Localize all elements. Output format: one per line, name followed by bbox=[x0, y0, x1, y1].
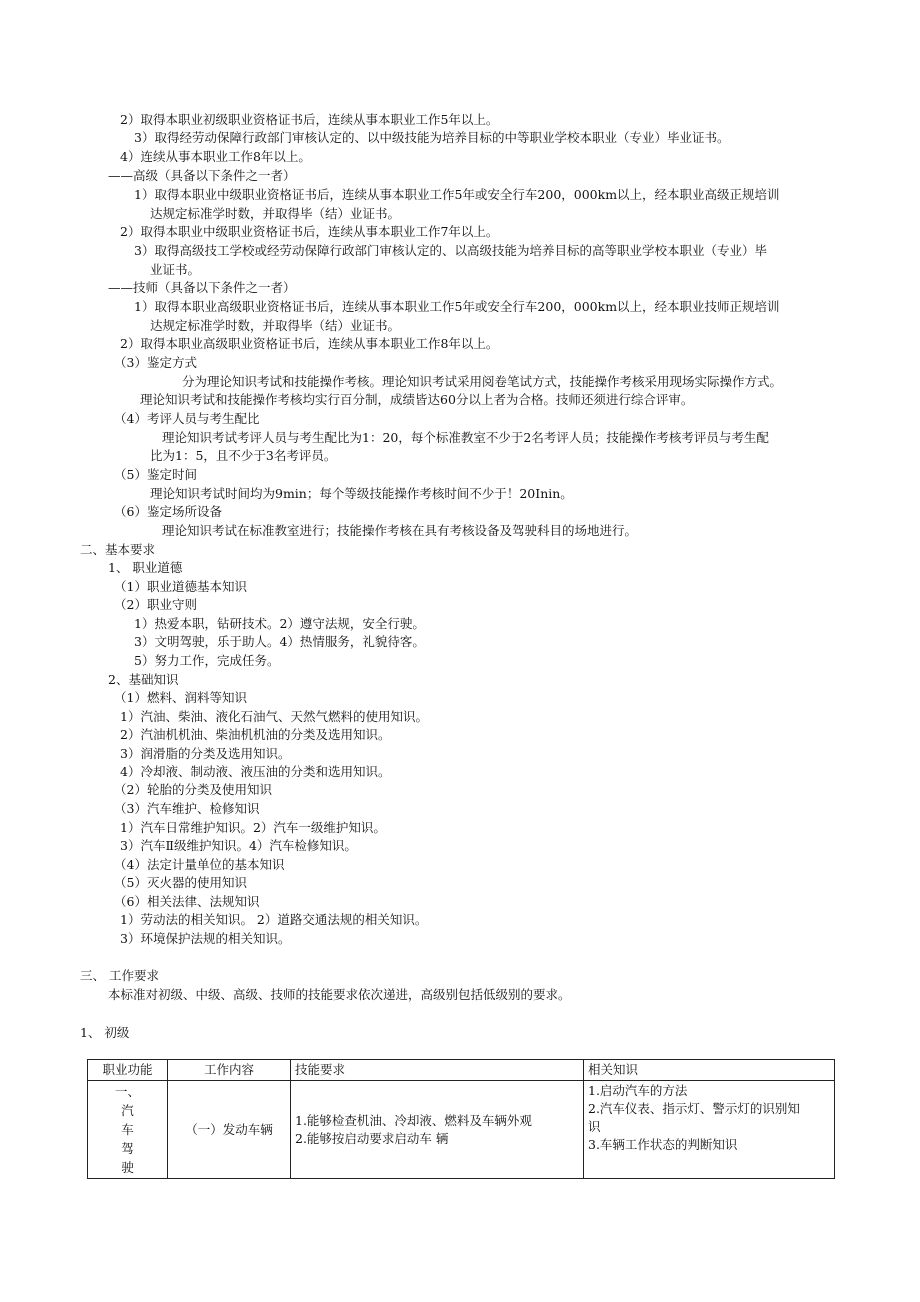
text-line: （4）法定计量单位的基本知识 bbox=[114, 857, 285, 872]
content-cell: （一）发动车辆 bbox=[168, 1081, 291, 1179]
text-line: 1）取得本职业中级职业资格证书后，连续从事本职业工作5年或安全行车200，000km以上，经本职业高级正规培训 bbox=[134, 187, 780, 202]
text-line: 3）汽车Ⅱ级维护知识。4）汽车检修知识。 bbox=[120, 838, 357, 853]
function-char: 车 bbox=[121, 1122, 134, 1137]
function-char: 一、 bbox=[114, 1084, 140, 1099]
text-line: 3）润滑脂的分类及选用知识。 bbox=[120, 746, 291, 761]
text-line: （2）职业守则 bbox=[114, 597, 197, 612]
text-line: ——技师（具备以下条件之一者） bbox=[108, 280, 296, 295]
text-line: 5）努力工作，完成任务。 bbox=[134, 653, 280, 668]
text-line: （4）考评人员与考生配比 bbox=[114, 411, 260, 426]
subsection-heading: 1、 初级 bbox=[80, 1025, 130, 1040]
text-line: 业证书。 bbox=[150, 262, 201, 277]
text-line: （6）鉴定场所设备 bbox=[114, 504, 222, 519]
skill-item: 2.能够按启动要求启动车 辆 bbox=[295, 1130, 449, 1146]
text-line: 理论知识考试考评人员与考生配比为1：20，每个标准教室不少于2名考评人员；技能操作考核考评员与考生配 bbox=[162, 430, 769, 445]
skills-cell bbox=[291, 1081, 584, 1179]
text-line: 理论知识考试和技能操作考核均实行百分制，成绩皆达60分以上者为合格。技师还须进行综合评审。 bbox=[140, 392, 694, 407]
text-line: 3）环境保护法规的相关知识。 bbox=[120, 931, 291, 946]
text-line: 理论知识考试时间均为9min；每个等级技能操作考核时间不少于！20Inin。 bbox=[150, 486, 573, 501]
knowledge-item: 2.汽车仪表、指示灯、警示灯的识别知 bbox=[588, 1101, 800, 1116]
text-line: （1）燃料、润料等知识 bbox=[114, 690, 247, 705]
function-char: 汽 bbox=[121, 1103, 134, 1118]
section-heading: 三、 工作要求 bbox=[80, 968, 159, 983]
text-line: ——高级（具备以下条件之一者） bbox=[108, 168, 296, 183]
text-line: 本标准对初级、中级、高级、技师的技能要求依次递进，高级别包括低级别的要求。 bbox=[108, 987, 571, 1002]
text-line: 2）汽油机机油、柴油机机油的分类及选用知识。 bbox=[120, 727, 391, 742]
text-line: 1）汽油、柴油、液化石油气、天然气燃料的使用知识。 bbox=[120, 709, 428, 724]
text-line: 4）连续从事本职业工作8年以上。 bbox=[120, 149, 311, 164]
text-line: 2、基础知识 bbox=[108, 672, 179, 687]
text-line: （2）轮胎的分类及使用知识 bbox=[114, 782, 272, 797]
text-line: 1）劳动法的相关知识。 2）道路交通法规的相关知识。 bbox=[120, 912, 428, 927]
text-line: 1、 职业道德 bbox=[108, 560, 183, 575]
text-line: 分为理论知识考试和技能操作考核。理论知识考试采用阅卷笔试方式，技能操作考核采用现场实际操作方式。 bbox=[182, 374, 783, 389]
text-line: （1）职业道德基本知识 bbox=[114, 579, 247, 594]
section-heading: 二、基本要求 bbox=[80, 542, 156, 557]
knowledge-item: 识 bbox=[588, 1119, 601, 1134]
text-line: 4）冷却液、制动液、液压油的分类和选用知识。 bbox=[120, 764, 391, 779]
table-header-row bbox=[88, 1060, 835, 1081]
knowledge-item: 3.车辆工作状态的判断知识 bbox=[588, 1137, 738, 1152]
skills-table bbox=[87, 1059, 835, 1179]
text-line: 2）取得本职业高级职业资格证书后，连续从事本职业工作8年以上。 bbox=[120, 336, 499, 351]
text-line: （3）鉴定方式 bbox=[114, 355, 197, 370]
knowledge-item: 1.启动汽车的方法 bbox=[588, 1083, 688, 1098]
header-cell: 工作内容 bbox=[168, 1060, 291, 1081]
text-line: 达规定标准学时数，并取得毕（结）业证书。 bbox=[150, 206, 401, 221]
knowledge-cell bbox=[584, 1081, 835, 1179]
skill-item: 1.能够检查机油、冷却液、燃料及车辆外观 bbox=[295, 1112, 532, 1128]
text-line: 达规定标准学时数，并取得毕（结）业证书。 bbox=[150, 318, 401, 333]
text-line: 1）取得本职业高级职业资格证书后，连续从事本职业工作5年或安全行车200，000km以上，经本职业技师正规培训 bbox=[134, 299, 780, 314]
text-line: （3）汽车维护、检修知识 bbox=[114, 801, 260, 816]
text-line: 理论知识考试在标准教室进行；技能操作考核在具有考核设备及驾驶科目的场地进行。 bbox=[162, 523, 638, 538]
header-cell: 技能要求 bbox=[291, 1060, 584, 1081]
text-line: （6）相关法律、法规知识 bbox=[114, 894, 260, 909]
header-cell: 相关知识 bbox=[584, 1060, 835, 1081]
text-line: 1）汽车日常维护知识。2）汽车一级维护知识。 bbox=[120, 820, 386, 835]
text-line: 3）文明驾驶，乐于助人。4）热情服务，礼貌待客。 bbox=[134, 634, 425, 649]
text-line: 比为1：5，且不少于3名考评员。 bbox=[150, 448, 337, 463]
header-cell: 职业功能 bbox=[88, 1060, 168, 1081]
text-line: 2）取得本职业初级职业资格证书后，连续从事本职业工作5年以上。 bbox=[120, 112, 499, 127]
text-line: （5）鉴定时间 bbox=[114, 467, 197, 482]
text-line: 2）取得本职业中级职业资格证书后，连续从事本职业工作7年以上。 bbox=[120, 224, 499, 239]
function-cell bbox=[88, 1081, 168, 1179]
function-char: 驶 bbox=[121, 1160, 134, 1175]
text-line: （5）灭火器的使用知识 bbox=[114, 875, 247, 890]
table-row bbox=[88, 1081, 835, 1179]
text-line: 3）取得经劳动保障行政部门审核认定的、以中级技能为培养目标的中等职业学校本职业（专业）毕业证书。 bbox=[134, 130, 730, 145]
function-char: 驾 bbox=[121, 1141, 134, 1156]
text-line: 3）取得高级技工学校或经劳动保障行政部门审核认定的、以高级技能为培养目标的高等职业学校本职业（专业）毕 bbox=[134, 243, 767, 258]
text-line: 1）热爱本职，钻研技术。2）遵守法规，安全行驶。 bbox=[134, 616, 425, 631]
